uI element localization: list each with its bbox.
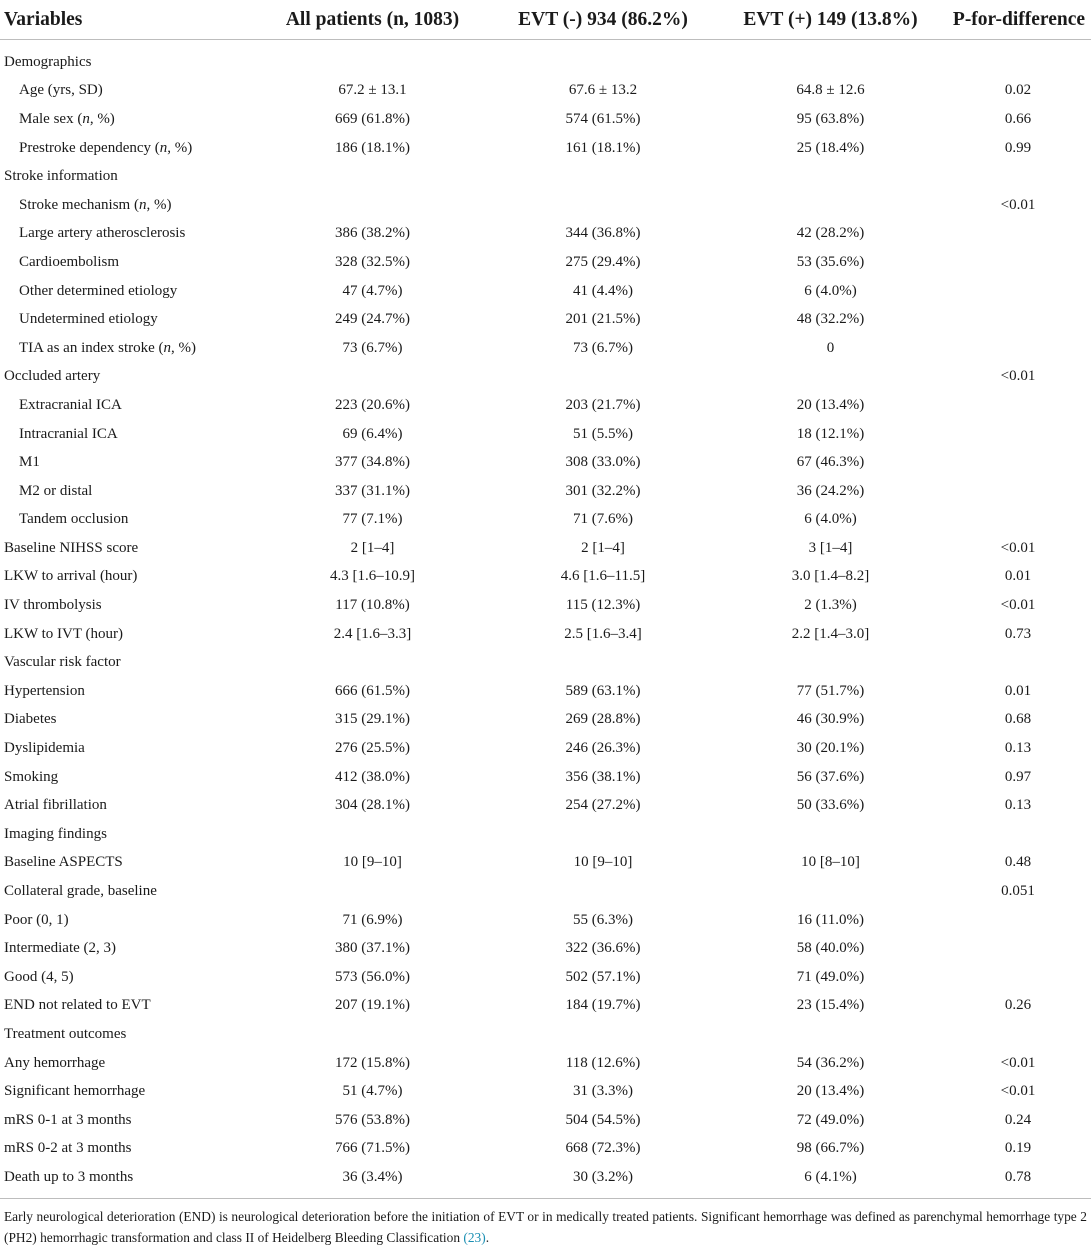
p-value-cell — [945, 1020, 1091, 1049]
table-header — [0, 0, 1091, 40]
row-label: Baseline ASPECTS — [4, 854, 123, 871]
row-label: Vascular risk factor — [4, 654, 121, 671]
row-label: Cardioembolism — [19, 253, 119, 270]
evt-positive-cell: 64.8 ± 12.6 — [796, 82, 865, 99]
row-label: Stroke mechanism (n, %) — [19, 196, 172, 213]
evt-positive-cell: 10 [8–10] — [801, 854, 860, 871]
all-patients-cell: 71 (6.9%) — [342, 911, 403, 928]
all-patients-cell: 276 (25.5%) — [335, 740, 410, 757]
all-patients-cell: 412 (38.0%) — [335, 768, 410, 785]
table-row — [0, 134, 1091, 163]
row-label: Undetermined etiology — [19, 311, 158, 328]
p-value-cell: 0.19 — [1004, 1140, 1032, 1157]
table-row — [0, 1077, 1091, 1106]
all-patients-cell: 576 (53.8%) — [335, 1111, 410, 1128]
row-label: Hypertension — [4, 682, 85, 699]
p-value-cell — [945, 162, 1091, 191]
evt-positive-cell: 3.0 [1.4–8.2] — [791, 568, 870, 585]
all-patients-cell: 377 (34.8%) — [335, 454, 410, 471]
evt-positive-cell: 42 (28.2%) — [796, 225, 865, 242]
table-row — [0, 506, 1091, 535]
row-label: IV thrombolysis — [4, 597, 102, 614]
all-patients-cell: 315 (29.1%) — [335, 711, 410, 728]
evt-negative-cell — [490, 877, 716, 906]
p-value-cell — [945, 277, 1091, 306]
table-row — [0, 77, 1091, 106]
table-row — [0, 220, 1091, 249]
p-value-cell — [945, 648, 1091, 677]
row-label: Good (4, 5) — [4, 968, 74, 985]
evt-negative-cell — [490, 363, 716, 392]
row-label: Atrial fibrillation — [4, 797, 107, 814]
evt-negative-cell: 2 [1–4] — [581, 539, 625, 556]
evt-negative-cell — [490, 162, 716, 191]
evt-positive-cell: 46 (30.9%) — [796, 711, 865, 728]
table-row — [0, 820, 1091, 849]
evt-positive-cell: 6 (4.0%) — [804, 511, 857, 528]
table-row — [0, 963, 1091, 992]
table-row — [0, 992, 1091, 1021]
evt-positive-cell: 67 (46.3%) — [796, 454, 865, 471]
p-value-cell: 0.78 — [945, 1163, 1091, 1198]
evt-negative-cell: 67.6 ± 13.2 — [568, 82, 638, 99]
table-row — [0, 448, 1091, 477]
p-value-cell — [945, 506, 1091, 535]
table-row — [0, 849, 1091, 878]
table-body — [0, 40, 1091, 1199]
evt-negative-cell: 356 (38.1%) — [565, 768, 641, 785]
all-patients-cell — [255, 40, 490, 77]
evt-positive-cell: 56 (37.6%) — [796, 768, 865, 785]
evt-positive-cell: 0 — [826, 339, 835, 356]
all-patients-cell: 386 (38.2%) — [335, 225, 410, 242]
evt-positive-cell: 77 (51.7%) — [796, 682, 865, 699]
evt-negative-cell: 55 (6.3%) — [573, 911, 633, 928]
table-row — [0, 763, 1091, 792]
p-value-cell: 0.13 — [1004, 740, 1032, 757]
p-value-cell — [945, 305, 1091, 334]
evt-positive-cell: 72 (49.0%) — [796, 1111, 865, 1128]
all-patients-cell: 669 (61.8%) — [335, 110, 410, 127]
all-patients-cell: 337 (31.1%) — [335, 482, 410, 499]
evt-positive-cell: 48 (32.2%) — [796, 311, 865, 328]
evt-positive-cell: 16 (11.0%) — [797, 911, 864, 928]
p-value-cell — [945, 248, 1091, 277]
row-label: M2 or distal — [19, 482, 93, 499]
row-label: Intermediate (2, 3) — [4, 940, 117, 957]
evt-negative-cell: 275 (29.4%) — [565, 253, 641, 270]
all-patients-cell: 2 [1–4] — [350, 539, 395, 556]
table-row — [0, 648, 1091, 677]
p-value-cell — [945, 906, 1091, 935]
row-label: mRS 0-2 at 3 months — [4, 1140, 132, 1157]
evt-negative-cell: 254 (27.2%) — [565, 797, 641, 814]
table-row — [0, 363, 1091, 392]
table-row — [0, 248, 1091, 277]
p-value-cell — [945, 391, 1091, 420]
p-value-cell: 0.01 — [1004, 568, 1032, 585]
all-patients-cell: 51 (4.7%) — [342, 1083, 403, 1100]
row-label: mRS 0-1 at 3 months — [4, 1111, 132, 1128]
evt-positive-cell: 3 [1–4] — [808, 539, 853, 556]
p-value-cell — [945, 477, 1091, 506]
p-value-cell: <0.01 — [1000, 539, 1036, 556]
all-patients-cell: 77 (7.1%) — [342, 511, 403, 528]
evt-positive-cell — [716, 191, 945, 220]
footnote-end: . — [485, 1229, 490, 1245]
row-label: Demographics — [4, 53, 92, 70]
table-row — [0, 277, 1091, 306]
row-label: Large artery atherosclerosis — [19, 225, 186, 242]
evt-positive-cell: 30 (20.1%) — [796, 740, 865, 757]
row-label: Baseline NIHSS score — [4, 539, 139, 556]
row-label: Collateral grade, baseline — [4, 883, 157, 900]
p-value-cell — [945, 40, 1091, 77]
p-value-cell: 0.13 — [1004, 797, 1032, 814]
evt-positive-cell: 95 (63.8%) — [796, 110, 865, 127]
evt-positive-cell — [716, 363, 945, 392]
evt-negative-cell: 668 (72.3%) — [565, 1140, 641, 1157]
evt-positive-cell: 98 (66.7%) — [796, 1140, 865, 1157]
evt-positive-cell — [716, 162, 945, 191]
evt-positive-cell — [716, 40, 945, 77]
all-patients-cell — [255, 1020, 490, 1049]
footnote-text: Early neurological deterioration (END) is neurological deterioration before the initiation of EVT or in medically treated patients. Significant hemorrhage was defined as parenchymal hemorrhage type 2 (PH2) hemorrhagic transformation and class II of Heidelberg Bleeding Classification — [4, 1208, 1087, 1245]
evt-positive-cell — [716, 820, 945, 849]
header-variables: Variables — [0, 0, 255, 40]
p-value-cell: <0.01 — [1000, 1054, 1036, 1071]
all-patients-cell — [255, 191, 490, 220]
row-label: Extracranial ICA — [19, 396, 122, 413]
evt-positive-cell — [716, 1020, 945, 1049]
all-patients-cell: 573 (56.0%) — [335, 968, 410, 985]
evt-positive-cell: 71 (49.0%) — [796, 968, 865, 985]
evt-negative-cell: 344 (36.8%) — [565, 225, 641, 242]
all-patients-cell: 4.3 [1.6–10.9] — [330, 568, 415, 585]
evt-negative-cell: 118 (12.6%) — [565, 1054, 641, 1071]
evt-negative-cell: 201 (21.5%) — [565, 311, 641, 328]
header-evt-positive: EVT (+) 149 (13.8%) — [716, 0, 945, 40]
all-patients-cell — [255, 648, 490, 677]
evt-positive-cell: 6 (4.1%) — [716, 1163, 945, 1198]
row-label: Any hemorrhage — [4, 1054, 106, 1071]
table-row — [0, 334, 1091, 363]
evt-positive-cell: 18 (12.1%) — [796, 425, 865, 442]
row-label: Imaging findings — [4, 825, 107, 842]
p-value-cell — [945, 420, 1091, 449]
table-row — [0, 877, 1091, 906]
evt-negative-cell — [490, 648, 716, 677]
table-row — [0, 391, 1091, 420]
all-patients-cell: 47 (4.7%) — [342, 282, 403, 299]
table-row — [0, 620, 1091, 649]
all-patients-cell: 328 (32.5%) — [335, 253, 410, 270]
all-patients-cell: 117 (10.8%) — [335, 597, 410, 614]
row-label: Significant hemorrhage — [4, 1083, 146, 1100]
p-value-cell — [945, 820, 1091, 849]
evt-negative-cell: 308 (33.0%) — [565, 454, 641, 471]
evt-negative-cell: 161 (18.1%) — [565, 139, 641, 156]
row-label: Male sex (n, %) — [19, 110, 115, 127]
all-patients-cell: 2.4 [1.6–3.3] — [333, 625, 412, 642]
evt-negative-cell — [490, 191, 716, 220]
table-row — [0, 105, 1091, 134]
table-row — [0, 1106, 1091, 1135]
p-value-cell: 0.66 — [1004, 110, 1032, 127]
p-value-cell: 0.73 — [1004, 625, 1032, 642]
evt-negative-cell: 73 (6.7%) — [573, 339, 633, 356]
table-row — [0, 162, 1091, 191]
all-patients-cell — [255, 820, 490, 849]
evt-negative-cell: 589 (63.1%) — [565, 682, 641, 699]
table-row — [0, 1135, 1091, 1164]
p-value-cell: 0.48 — [1004, 854, 1032, 871]
evt-negative-cell: 2.5 [1.6–3.4] — [564, 625, 642, 642]
row-label: Tandem occlusion — [19, 511, 129, 528]
table-row — [0, 191, 1091, 220]
evt-positive-cell: 23 (15.4%) — [796, 997, 865, 1014]
evt-negative-cell — [490, 820, 716, 849]
evt-positive-cell: 25 (18.4%) — [796, 139, 865, 156]
evt-negative-cell: 30 (3.2%) — [490, 1163, 716, 1198]
evt-negative-cell: 269 (28.8%) — [565, 711, 641, 728]
row-label: Stroke information — [4, 168, 118, 185]
row-label: Treatment outcomes — [4, 1025, 127, 1042]
table-row — [0, 534, 1091, 563]
row-label: M1 — [19, 454, 40, 471]
row-label: Death up to 3 months — [0, 1163, 255, 1198]
header-row — [0, 0, 1091, 40]
row-label: Poor (0, 1) — [4, 911, 69, 928]
evt-positive-cell: 53 (35.6%) — [796, 253, 865, 270]
table-row — [0, 1163, 1091, 1198]
evt-negative-cell: 246 (26.3%) — [565, 740, 641, 757]
p-value-cell — [945, 963, 1091, 992]
evt-positive-cell: 36 (24.2%) — [796, 482, 865, 499]
p-value-cell: 0.68 — [1004, 711, 1032, 728]
table-row — [0, 677, 1091, 706]
all-patients-cell — [255, 877, 490, 906]
row-label: Other determined etiology — [19, 282, 178, 299]
header-p-value: P-for-difference — [945, 0, 1091, 40]
all-patients-cell — [255, 363, 490, 392]
evt-positive-cell: 58 (40.0%) — [796, 940, 865, 957]
row-label: TIA as an index stroke (n, %) — [19, 339, 197, 356]
p-value-cell: 0.01 — [1004, 682, 1032, 699]
all-patients-cell: 304 (28.1%) — [335, 797, 410, 814]
p-value-cell: 0.26 — [1004, 997, 1032, 1014]
table-row — [0, 1049, 1091, 1078]
p-value-cell — [945, 220, 1091, 249]
evt-negative-cell: 41 (4.4%) — [573, 282, 633, 299]
all-patients-cell: 69 (6.4%) — [342, 425, 403, 442]
evt-positive-cell: 2 (1.3%) — [804, 597, 857, 614]
p-value-cell: 0.02 — [1004, 82, 1032, 99]
row-label: Diabetes — [4, 711, 57, 728]
all-patients-cell: 249 (24.7%) — [335, 311, 410, 328]
evt-negative-cell: 322 (36.6%) — [565, 940, 641, 957]
all-patients-cell: 10 [9–10] — [343, 854, 402, 871]
evt-positive-cell — [716, 877, 945, 906]
table-row — [0, 563, 1091, 592]
p-value-cell — [945, 934, 1091, 963]
row-label: Occluded artery — [4, 368, 101, 385]
table-row — [0, 906, 1091, 935]
p-value-cell: <0.01 — [1000, 196, 1036, 213]
p-value-cell: 0.97 — [1004, 768, 1032, 785]
all-patients-cell — [255, 162, 490, 191]
evt-negative-cell: 71 (7.6%) — [573, 511, 633, 528]
p-value-cell: 0.051 — [1001, 883, 1035, 900]
table-row — [0, 791, 1091, 820]
all-patients-cell: 172 (15.8%) — [335, 1054, 410, 1071]
table-footnote — [0, 1199, 1091, 1248]
table-row — [0, 305, 1091, 334]
evt-negative-cell — [490, 40, 716, 77]
p-value-cell: <0.01 — [1000, 368, 1036, 385]
row-label: LKW to arrival (hour) — [4, 568, 138, 585]
row-label: Age (yrs, SD) — [19, 82, 103, 99]
p-value-cell: <0.01 — [1000, 597, 1036, 614]
header-all-patients: All patients (n, 1083) — [255, 0, 490, 40]
all-patients-cell: 36 (3.4%) — [255, 1163, 490, 1198]
evt-negative-cell: 10 [9–10] — [573, 854, 633, 871]
all-patients-cell: 766 (71.5%) — [335, 1140, 410, 1157]
all-patients-cell: 666 (61.5%) — [335, 682, 410, 699]
evt-negative-cell: 301 (32.2%) — [565, 482, 641, 499]
evt-positive-cell: 20 (13.4%) — [796, 396, 865, 413]
evt-positive-cell — [716, 648, 945, 677]
p-value-cell — [945, 448, 1091, 477]
evt-negative-cell: 184 (19.7%) — [565, 997, 641, 1014]
evt-positive-cell: 2.2 [1.4–3.0] — [791, 625, 870, 642]
row-label: Dyslipidemia — [4, 740, 85, 757]
row-label: Intracranial ICA — [19, 425, 118, 442]
table-row — [0, 591, 1091, 620]
row-label: LKW to IVT (hour) — [4, 625, 124, 642]
evt-negative-cell: 31 (3.3%) — [573, 1083, 633, 1100]
evt-positive-cell: 20 (13.4%) — [796, 1083, 865, 1100]
evt-positive-cell: 54 (36.2%) — [796, 1054, 865, 1071]
header-evt-negative: EVT (-) 934 (86.2%) — [490, 0, 716, 40]
all-patients-cell: 223 (20.6%) — [335, 396, 410, 413]
row-label: Smoking — [4, 768, 59, 785]
evt-negative-cell — [490, 1020, 716, 1049]
row-label: Prestroke dependency (n, %) — [19, 139, 193, 156]
p-value-cell — [945, 334, 1091, 363]
table-row — [0, 934, 1091, 963]
evt-positive-cell: 50 (33.6%) — [796, 797, 865, 814]
table-row — [0, 1020, 1091, 1049]
evt-negative-cell: 115 (12.3%) — [565, 597, 641, 614]
all-patients-cell: 207 (19.1%) — [335, 997, 410, 1014]
evt-negative-cell: 574 (61.5%) — [565, 110, 641, 127]
table-row — [0, 40, 1091, 77]
evt-negative-cell: 203 (21.7%) — [565, 396, 641, 413]
p-value-cell: 0.99 — [1004, 139, 1032, 156]
row-label: END not related to EVT — [4, 997, 151, 1014]
table-row — [0, 706, 1091, 735]
evt-negative-cell: 504 (54.5%) — [565, 1111, 641, 1128]
p-value-cell: 0.24 — [1004, 1111, 1032, 1128]
all-patients-cell: 380 (37.1%) — [335, 940, 410, 957]
evt-positive-cell: 6 (4.0%) — [804, 282, 857, 299]
evt-negative-cell: 51 (5.5%) — [573, 425, 633, 442]
all-patients-cell: 67.2 ± 13.1 — [338, 82, 407, 99]
table-row — [0, 477, 1091, 506]
all-patients-cell: 186 (18.1%) — [335, 139, 410, 156]
evt-negative-cell: 4.6 [1.6–11.5] — [560, 568, 646, 585]
table-row — [0, 420, 1091, 449]
table-row — [0, 734, 1091, 763]
all-patients-cell: 73 (6.7%) — [342, 339, 403, 356]
evt-negative-cell: 502 (57.1%) — [565, 968, 641, 985]
reference-link[interactable]: (23) — [463, 1229, 486, 1245]
p-value-cell: <0.01 — [1000, 1083, 1036, 1100]
